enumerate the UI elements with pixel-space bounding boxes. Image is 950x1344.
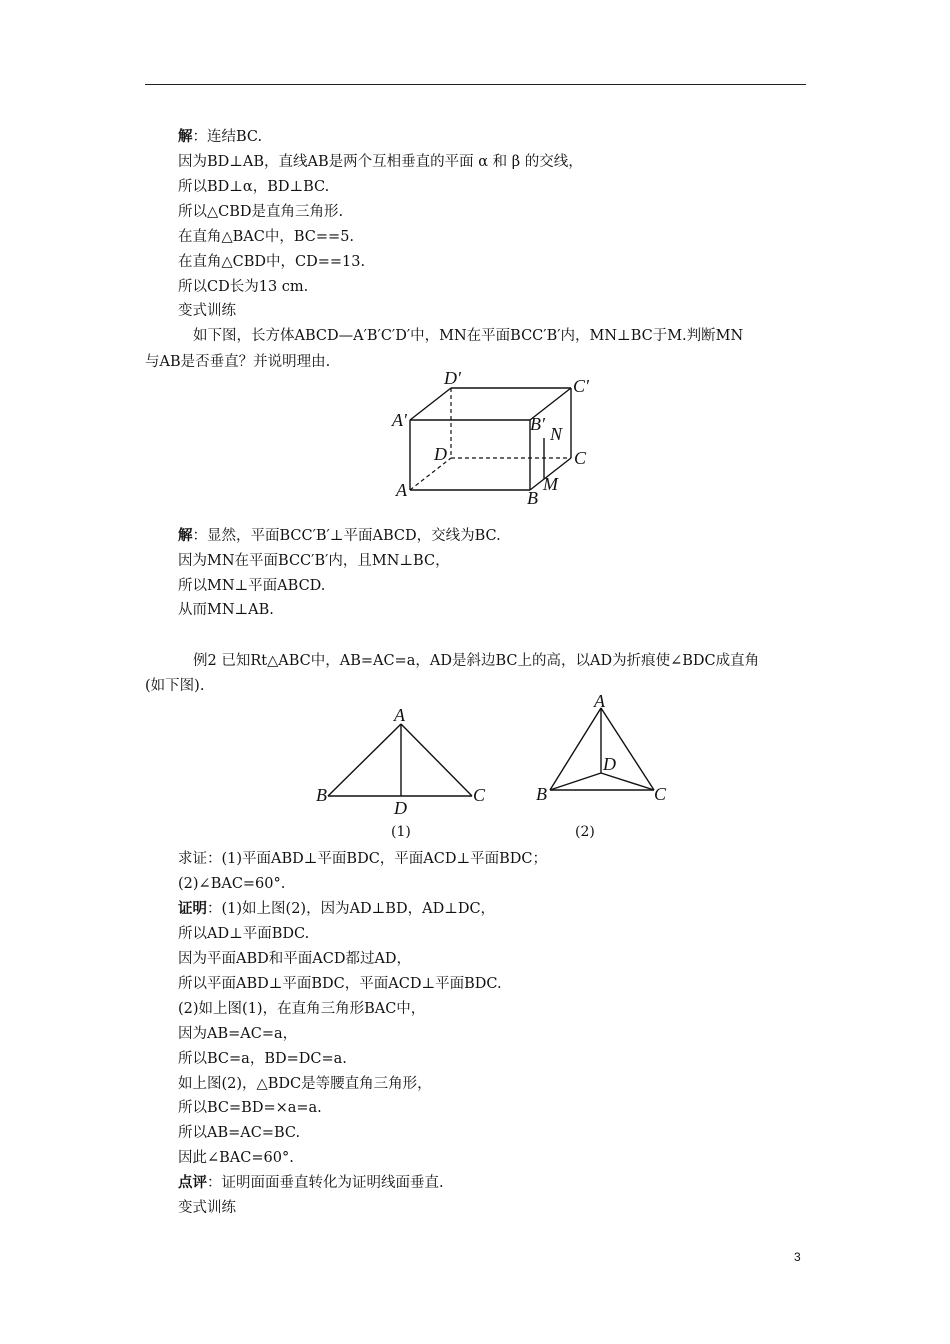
- proof-line: (2)如上图(1)，在直角三角形BAC中，: [178, 1001, 426, 1017]
- proof-line: 如上图(2)，△BDC是等腰直角三角形，: [178, 1076, 432, 1092]
- comment-line: 点评：证明面面垂直转化为证明线面垂直.: [178, 1174, 444, 1191]
- solution-line: 在直角△BAC中，BC==5.: [178, 229, 355, 245]
- triangle-figure-1: [312, 702, 492, 818]
- example-text: (如下图).: [145, 678, 205, 694]
- vertex-label: N: [550, 424, 563, 444]
- solution-line: 解：连结BC.: [178, 128, 263, 145]
- solution-line: 解：显然，平面BCC′B′⊥平面ABCD，交线为BC.: [178, 527, 501, 544]
- vertex-label: B′: [530, 414, 545, 434]
- vertex-label: B: [316, 785, 327, 805]
- page-number: 3: [794, 1250, 801, 1264]
- vertex-label: B: [536, 784, 547, 804]
- solution-line: 所以△CBD是直角三角形.: [178, 204, 344, 220]
- vertex-label: C′: [573, 376, 589, 396]
- vertex-label: D: [434, 444, 447, 464]
- solution-line: 因为MN在平面BCC′B′内，且MN⊥BC，: [178, 553, 450, 569]
- solution-line: 从而MN⊥AB.: [178, 602, 274, 618]
- vertex-label: A′: [392, 410, 407, 430]
- solution-line: 在直角△CBD中，CD==13.: [178, 254, 366, 270]
- solution-line: 因为BD⊥AB，直线AB是两个互相垂直的平面 α 和 β 的交线，: [178, 154, 583, 170]
- figure-caption: (1): [391, 824, 411, 840]
- header-rule: [145, 84, 806, 85]
- proof-line: 所以BC=a，BD=DC=a.: [178, 1051, 347, 1067]
- vertex-label: D: [603, 754, 616, 774]
- proof-line: 因此∠BAC=60°.: [178, 1150, 294, 1166]
- solution-line: 所以MN⊥平面ABCD.: [178, 578, 326, 594]
- vertex-label: D′: [444, 368, 461, 388]
- vertex-label: B: [527, 488, 538, 508]
- proof-line: 所以平面ABD⊥平面BDC，平面ACD⊥平面BDC.: [178, 976, 502, 992]
- exercise-text: 如下图，长方体ABCD—A′B′C′D′中，MN在平面BCC′B′内，MN⊥BC于M.判断MN: [193, 328, 744, 344]
- cuboid-figure: [380, 362, 610, 510]
- proof-line: 所以BC=BD=×a=a.: [178, 1100, 322, 1116]
- vertex-label: C: [574, 448, 587, 468]
- proof-line: 所以AD⊥平面BDC.: [178, 926, 310, 942]
- section-heading: 变式训练: [178, 1200, 236, 1216]
- exercise-text: 与AB是否垂直？并说明理由.: [145, 354, 331, 370]
- proof-line: 所以AB=AC=BC.: [178, 1125, 301, 1141]
- figure-caption: (2): [575, 824, 595, 840]
- proof-line: 证明：(1)如上图(2)，因为AD⊥BD，AD⊥DC，: [178, 900, 496, 917]
- vertex-label: D: [394, 798, 407, 818]
- vertex-label: C: [473, 785, 486, 805]
- example-text: 例2 已知Rt△ABC中，AB=AC=a，AD是斜边BC上的高，以AD为折痕使∠BDC成直角: [193, 653, 760, 669]
- section-heading: 变式训练: [178, 303, 236, 319]
- claim-line: 求证：(1)平面ABD⊥平面BDC，平面ACD⊥平面BDC；: [178, 851, 548, 867]
- solution-line: 所以CD长为13 cm.: [178, 279, 309, 295]
- claim-line: (2)∠BAC=60°.: [178, 876, 286, 892]
- vertex-label: C: [654, 784, 667, 804]
- vertex-label: A: [394, 705, 405, 725]
- triangle-figure-2: [530, 690, 670, 812]
- proof-line: 因为平面ABD和平面ACD都过AD，: [178, 951, 412, 967]
- vertex-label: A: [594, 691, 605, 711]
- proof-line: 因为AB=AC=a，: [178, 1026, 298, 1042]
- vertex-label: M: [543, 474, 558, 494]
- solution-line: 所以BD⊥α，BD⊥BC.: [178, 179, 330, 195]
- vertex-label: A: [396, 480, 407, 500]
